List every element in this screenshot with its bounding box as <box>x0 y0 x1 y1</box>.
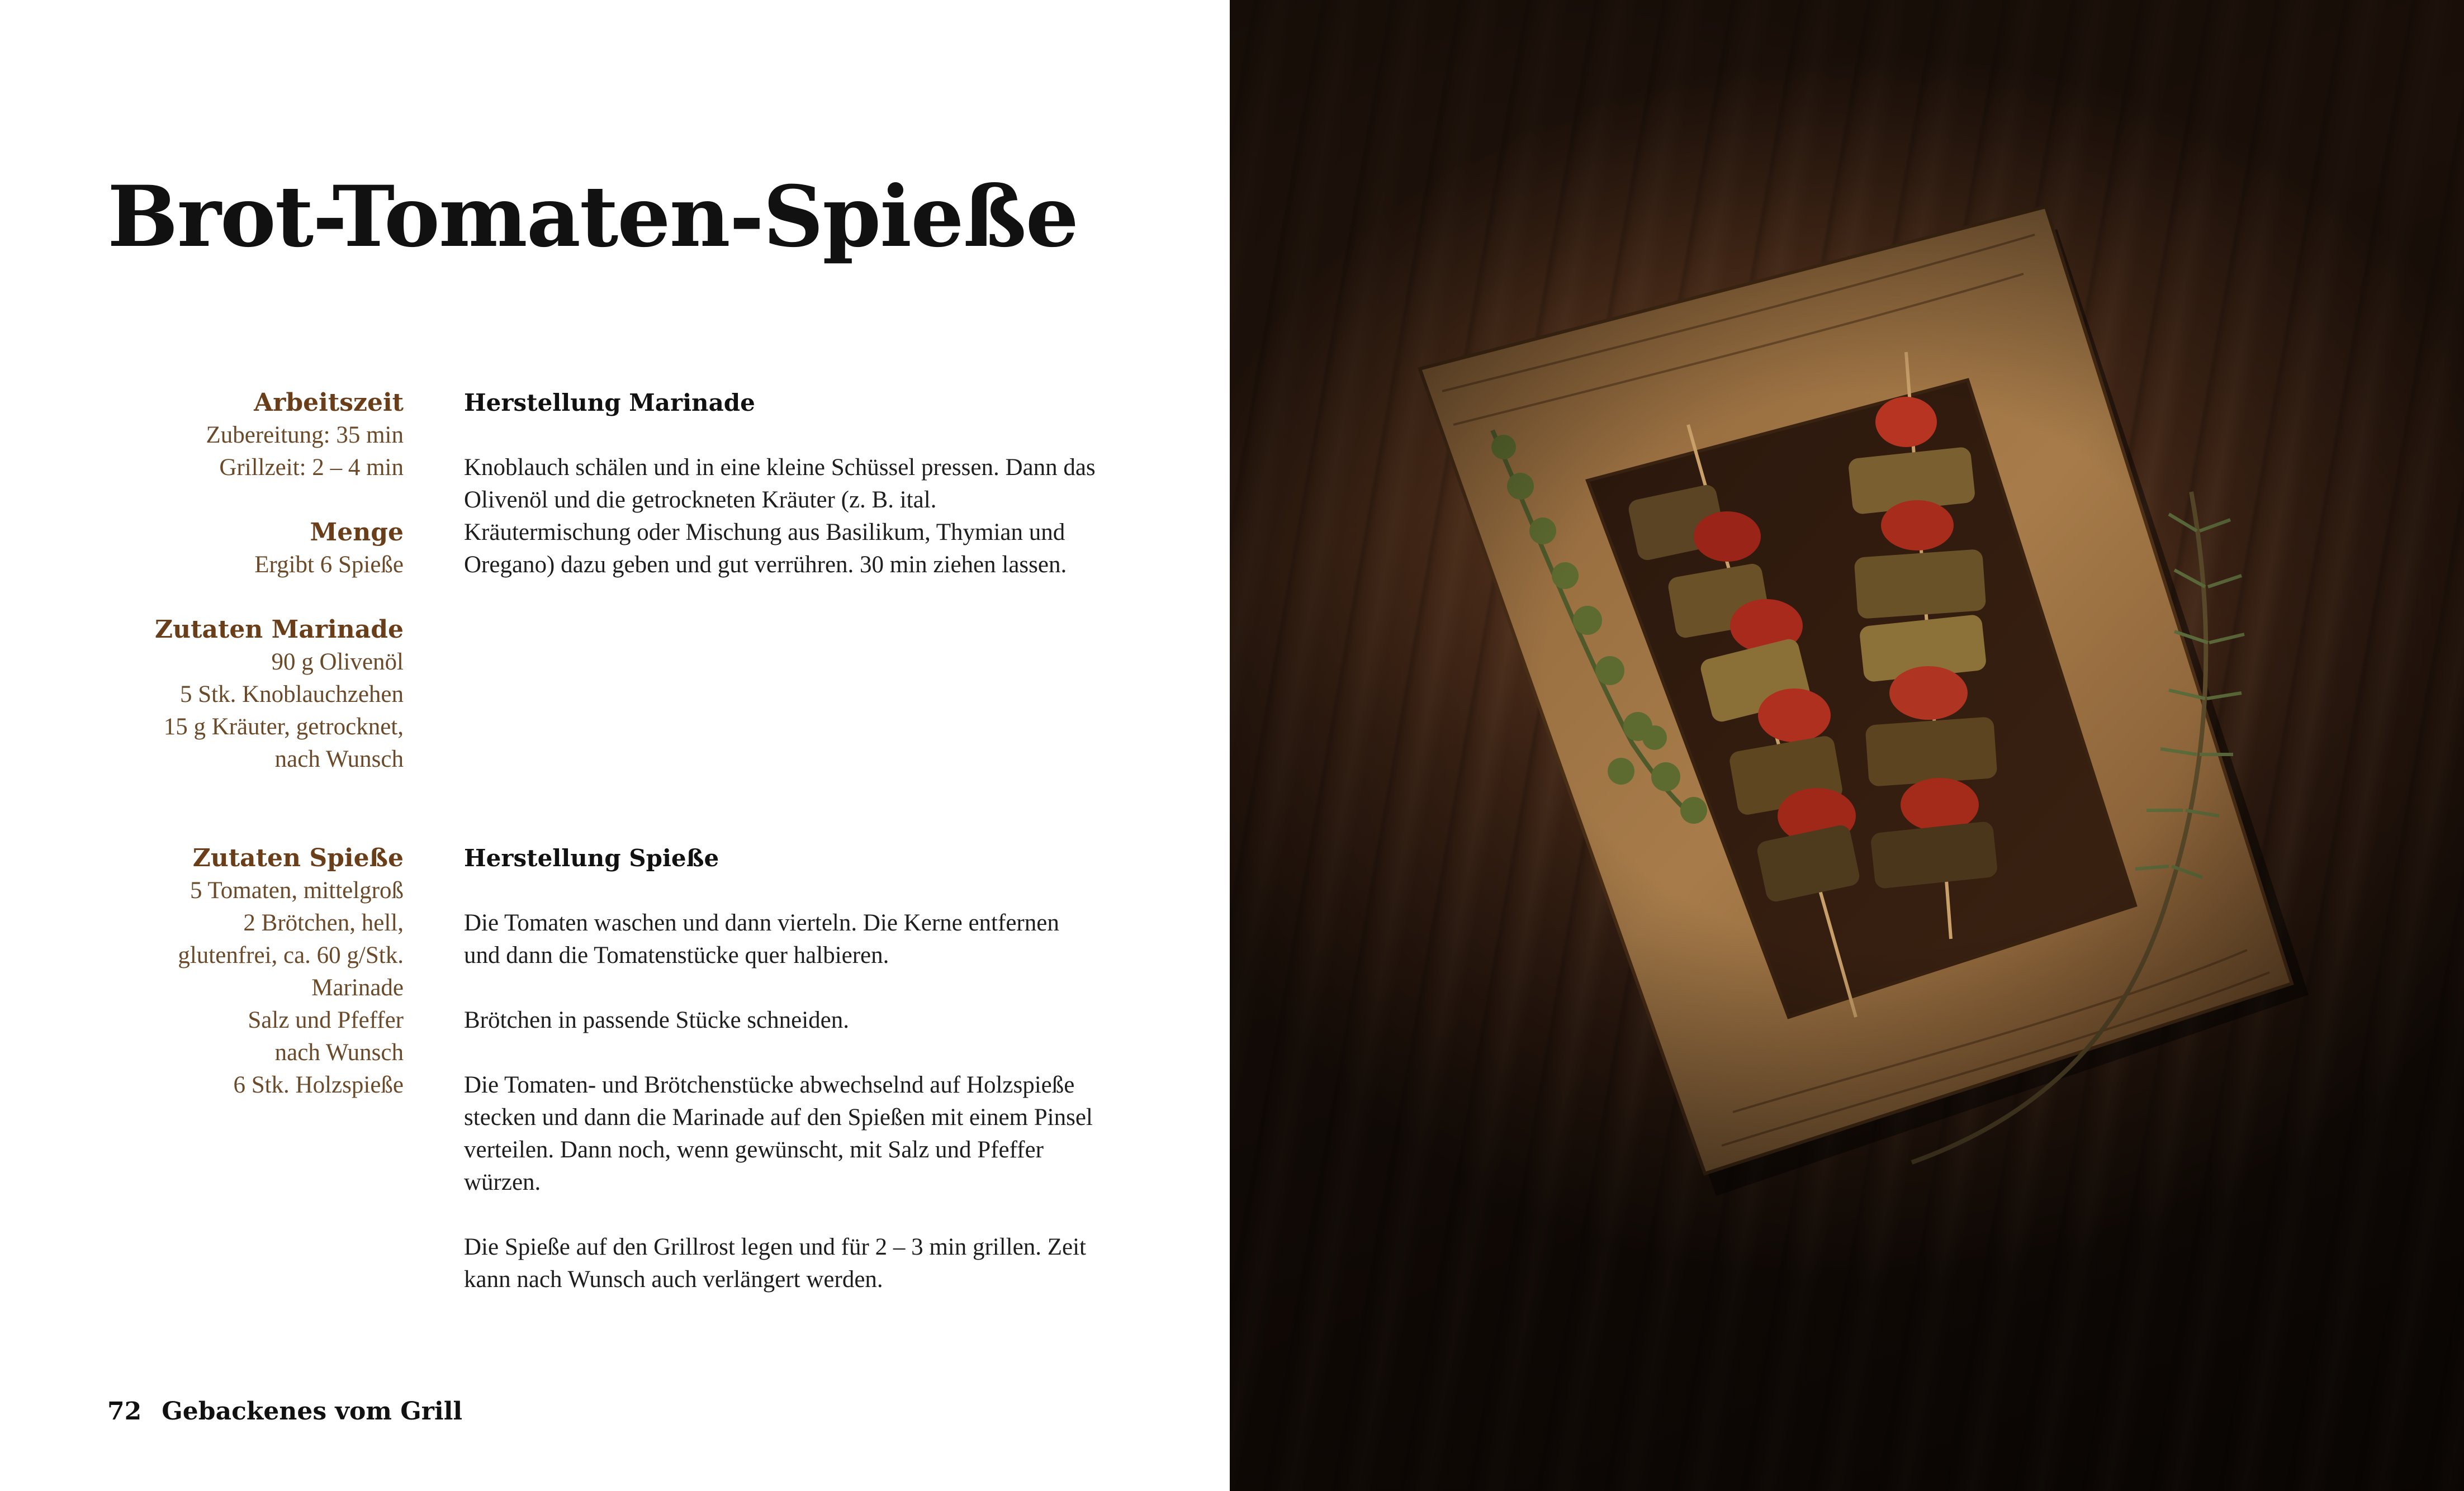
spiesse-instructions-heading: Herstellung Spieße <box>464 844 719 872</box>
page-footer <box>107 1397 462 1426</box>
photo-vignette <box>1230 0 2464 1491</box>
menge-line: Ergibt 6 Spieße <box>254 552 404 578</box>
menge-heading: Menge <box>310 518 404 547</box>
page-number: 72 <box>107 1397 142 1426</box>
marinade-ingredient: 15 g Kräuter, getrocknet, <box>163 714 404 740</box>
left-page <box>0 0 1230 1491</box>
marinade-ingredient: 90 g Olivenöl <box>271 649 404 675</box>
spiesse-ingredient: Salz und Pfeffer <box>248 1007 404 1033</box>
zutaten-spiesse-heading: Zutaten Spieße <box>192 844 404 872</box>
arbeitszeit-line: Zubereitung: 35 min <box>206 422 404 448</box>
sidebar-top <box>91 387 404 776</box>
spiesse-ingredient: nach Wunsch <box>274 1039 404 1066</box>
instruction-paragraph: Die Tomaten waschen und dann vierteln. Die Kerne entfernen und dann die Tomatenstücke quer halbieren. <box>464 910 1059 968</box>
instructions-marinade <box>464 387 1101 614</box>
marinade-ingredient: 5 Stk. Knoblauchzehen <box>179 681 404 707</box>
spiesse-ingredient: 6 Stk. Holzspieße <box>233 1072 404 1098</box>
arbeitszeit-heading: Arbeitszeit <box>254 388 404 417</box>
section-title: Gebackenes vom Grill <box>162 1397 463 1426</box>
instruction-paragraph: Die Spieße auf den Grillrost legen und für 2 – 3 min grillen. Zeit kann nach Wunsch auch verlängert werden. <box>464 1234 1086 1293</box>
sidebar-bottom <box>91 842 404 1101</box>
recipe-title: Brot-Tomaten-Spieße <box>107 168 1078 266</box>
spiesse-ingredient: Marinade <box>311 975 404 1001</box>
instructions-spiesse <box>464 842 1101 1328</box>
spiesse-ingredient: 5 Tomaten, mittelgroß <box>190 877 404 904</box>
recipe-photo <box>1230 0 2464 1491</box>
zutaten-marinade-heading: Zutaten Marinade <box>155 615 404 644</box>
arbeitszeit-line: Grillzeit: 2 – 4 min <box>219 454 404 481</box>
marinade-ingredient: nach Wunsch <box>274 746 404 772</box>
marinade-instructions-heading: Herstellung Marinade <box>464 389 755 416</box>
instruction-paragraph: Knoblauch schälen und in eine kleine Schüssel pressen. Dann das Olivenöl und die getrockneten Kräuter (z. B. ital. Kräutermischung oder Mischung aus Basilikum, Thymian und Oregano) dazu geben und gut verrühren. 30 min ziehen lassen. <box>464 454 1096 578</box>
spiesse-ingredient: 2 Brötchen, hell, <box>243 910 404 936</box>
spiesse-ingredient: glutenfrei, ca. 60 g/Stk. <box>178 942 404 968</box>
instruction-paragraph: Brötchen in passende Stücke schneiden. <box>464 1007 850 1033</box>
instruction-paragraph: Die Tomaten- und Brötchenstücke abwechselnd auf Holzspieße stecken und dann die Marinade auf den Spießen mit einem Pinsel verteilen. Dann noch, wenn gewünscht, mit Salz und Pfeffer würzen. <box>464 1072 1093 1195</box>
